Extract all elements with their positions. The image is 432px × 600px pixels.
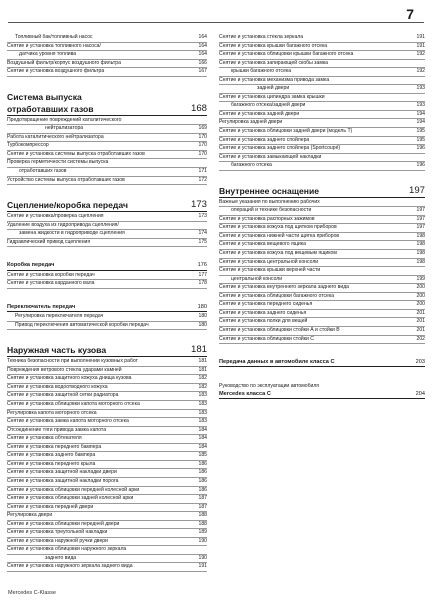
toc-entry-title: Устройство системы выпуска отработавших газов — [7, 176, 125, 183]
toc-page-number: 192 — [416, 51, 425, 58]
toc-page-number: 197 — [408, 184, 425, 196]
section-spacer — [7, 289, 207, 304]
toc-entry-title: Проверка герметичности системы выпуска — [7, 159, 109, 166]
toc-entry — [219, 102, 425, 111]
toc-entry-title: багажного отсека — [231, 162, 272, 169]
toc-entry-title: Снятие и установка центральной консоли — [219, 258, 319, 265]
toc-page-number: 202 — [416, 335, 425, 342]
toc-section-heading — [7, 200, 207, 212]
toc-entry — [7, 401, 207, 410]
section-spacer — [7, 185, 207, 200]
toc-page-number: 186 — [198, 460, 207, 467]
toc-entry-title: Снятие и установка системы выпуска отработавших газов — [7, 150, 145, 157]
toc-entry — [219, 327, 425, 336]
toc-entry — [219, 34, 425, 43]
toc-entry-title: Снятие и установка кожуха под вещевым ящиком — [219, 250, 337, 257]
toc-entry — [219, 310, 425, 319]
toc-entry-title: Регулировка капота моторного отсека — [7, 409, 97, 416]
toc-page-number: 188 — [198, 520, 207, 527]
section-spacer — [7, 247, 207, 262]
toc-entry-title: Руководство по эксплуатации автомобиля — [219, 383, 320, 390]
toc-page-number: 200 — [416, 301, 425, 308]
section-spacer — [7, 77, 207, 92]
toc-entry-title: Снятие и установка задней двери — [219, 110, 300, 117]
toc-page-number: 177 — [198, 271, 207, 278]
toc-entry-title: замена жидкости в гидроприводе сцепления — [19, 230, 125, 237]
toc-entry-title: нейтрализатора — [45, 125, 84, 132]
toc-page-number: 200 — [416, 292, 425, 299]
toc-entry-title: операций и технике безопасности — [231, 207, 312, 214]
toc-entry-title: Снятие и установка карданного вала — [7, 280, 95, 287]
toc-page-number: 170 — [198, 150, 207, 157]
toc-page-number: 197 — [416, 207, 425, 214]
toc-entry-title: Снятие и установка переднего крыла — [7, 460, 96, 467]
toc-page-number: 180 — [197, 303, 207, 310]
toc-entry-title: Снятие и установка облицовки задней двери (модель T) — [219, 128, 353, 135]
toc-entry — [7, 546, 207, 555]
toc-entry-title: Передача данных в автомобиле класса C — [219, 359, 335, 366]
toc-entry-title: Снятие и установка коробки передач — [7, 271, 95, 278]
toc-page-number: 197 — [416, 224, 425, 231]
toc-entry-title: Система выпуска — [7, 91, 82, 102]
toc-entry-title: Снятие и установка обтекателя — [7, 435, 82, 442]
toc-page-number: 198 — [416, 258, 425, 265]
toc-entry — [7, 51, 207, 60]
toc-entry-title: Удаление воздуха из гидропривода сцепления/ — [7, 221, 119, 228]
toc-entry-title: Снятие и установка защитной накладки порога — [7, 477, 119, 484]
toc-entry-title: Снятие и установка замыкающей накладки — [219, 153, 322, 160]
toc-entry — [219, 216, 425, 225]
toc-page-number: 173 — [198, 213, 207, 220]
toc-section-heading — [7, 345, 207, 357]
toc-entry — [219, 199, 425, 208]
toc-entry-title: отработавших газов — [19, 168, 67, 175]
section-spacer — [219, 368, 425, 383]
toc-right-column — [219, 34, 425, 400]
toc-entry — [219, 284, 425, 293]
toc-entry — [7, 563, 207, 572]
toc-section-heading — [7, 92, 207, 103]
toc-entry-title: Снятие и установка вещевого ящика — [219, 241, 306, 248]
toc-entry — [7, 452, 207, 461]
toc-left-column — [7, 34, 207, 572]
toc-page-number: 194 — [416, 110, 425, 117]
toc-entry — [7, 168, 207, 177]
toc-page-number: 196 — [416, 145, 425, 152]
toc-entry-title: Снятие и установка защитной накладки двери — [7, 469, 117, 476]
toc-entry — [219, 154, 425, 163]
toc-entry — [7, 125, 207, 134]
toc-entry — [7, 392, 207, 401]
toc-page-number: 187 — [198, 495, 207, 502]
toc-entry — [7, 478, 207, 487]
toc-entry — [7, 444, 207, 453]
toc-page-number: 175 — [198, 238, 207, 245]
toc-subsection-heading — [219, 391, 425, 399]
toc-entry — [219, 383, 425, 391]
toc-entry — [219, 276, 425, 285]
toc-entry — [7, 367, 207, 376]
toc-entry — [219, 128, 425, 137]
toc-entry — [219, 318, 425, 327]
toc-entry-title: Снятие и установка полки для вещей — [219, 318, 308, 325]
toc-entry-title: Снятие и установка воздушного фильтра — [7, 68, 105, 75]
section-spacer — [219, 344, 425, 359]
toc-entry-title: багажного отсека/задней двери — [231, 102, 306, 109]
toc-page-number: 181 — [190, 344, 207, 356]
toc-entry-title: Регулировка переключателя передач — [15, 313, 104, 320]
toc-entry-title: Воздушный фильтр/корпус воздушного фильтра — [7, 59, 121, 66]
toc-entry-title: Снятие и установка облицовки крышки багажного отсека — [219, 51, 354, 58]
toc-entry — [7, 272, 207, 281]
toc-page-number: 193 — [416, 85, 425, 92]
toc-entry-title: Важные указания по выполнению рабочих — [219, 198, 320, 205]
toc-section-heading — [7, 104, 207, 116]
toc-entry — [7, 159, 207, 168]
toc-page-number: 184 — [198, 426, 207, 433]
toc-page-number: 191 — [416, 34, 425, 40]
toc-page-number: 167 — [198, 68, 207, 75]
toc-entry — [219, 259, 425, 268]
toc-entry — [219, 51, 425, 60]
toc-entry — [219, 267, 425, 276]
toc-entry — [7, 418, 207, 427]
page-number: 7 — [406, 6, 414, 22]
toc-entry-title: Снятие и установка облицовки передней двери — [7, 520, 120, 527]
toc-entry — [219, 207, 425, 216]
toc-page-number: 184 — [198, 435, 207, 442]
toc-entry-title: Снятие и установка облицовки стойки С — [219, 335, 314, 342]
toc-entry-title: датчика уровня топлива — [19, 51, 77, 58]
toc-page-number: 194 — [416, 119, 425, 126]
toc-page-number: 196 — [416, 162, 425, 169]
toc-entry-title: Снятие и установка заднего бампера — [7, 452, 96, 459]
toc-entry-title: Снятие и установка наружного зеркала заднего вида — [7, 563, 133, 570]
toc-page-number: 191 — [416, 42, 425, 49]
toc-entry — [7, 68, 207, 77]
toc-page-number: 173 — [190, 199, 207, 211]
toc-entry — [219, 85, 425, 94]
toc-page-number: 183 — [198, 401, 207, 408]
toc-entry-title: Предотвращение повреждений каталитического — [7, 116, 122, 123]
toc-entry — [7, 521, 207, 530]
section-spacer — [7, 330, 207, 345]
toc-page-number: 183 — [198, 409, 207, 416]
toc-subsection-heading — [219, 359, 425, 367]
toc-entry-title: Снятие и установка облицовки стойки А и стойки В — [219, 326, 340, 333]
toc-entry — [219, 301, 425, 310]
toc-page-number: 189 — [198, 529, 207, 536]
toc-entry — [7, 358, 207, 367]
toc-entry — [7, 529, 207, 538]
toc-section-heading — [219, 186, 425, 198]
toc-entry — [219, 77, 425, 86]
toc-entry — [7, 222, 207, 231]
toc-entry — [219, 137, 425, 146]
toc-entry — [219, 224, 425, 233]
toc-entry-title: Переключатель передач — [7, 303, 76, 310]
toc-page-number: 172 — [198, 176, 207, 183]
toc-entry-title: крышки багажного отсека — [231, 68, 292, 75]
toc-entry-title: Топливный бак/топливный насос — [15, 34, 93, 40]
toc-entry-title: Снятие и установка заднего спойлера — [219, 136, 310, 143]
toc-page-number: 198 — [416, 241, 425, 248]
toc-entry-title: Внутреннее оснащение — [219, 185, 320, 196]
toc-entry — [7, 313, 207, 322]
toc-entry — [7, 34, 207, 43]
toc-entry-title: Снятие и установка заднего спойлера (Sportcoupé) — [219, 145, 341, 152]
toc-entry — [7, 461, 207, 470]
toc-page-number: 186 — [198, 486, 207, 493]
toc-page-number: 171 — [198, 168, 207, 175]
toc-entry-title: Снятие и установка кожуха под щитком приборов — [219, 224, 337, 231]
toc-entry-title: заднего вида — [45, 554, 77, 561]
toc-page-number: 192 — [416, 68, 425, 75]
toc-subsection-heading — [7, 262, 207, 270]
toc-entry — [7, 239, 207, 248]
toc-entry — [219, 119, 425, 128]
toc-entry-title: отработавших газов — [7, 103, 94, 114]
toc-entry — [219, 111, 425, 120]
toc-entry-title: Снятие и установка топливного насоса/ — [7, 42, 101, 49]
toc-page-number: 185 — [198, 452, 207, 459]
toc-entry-title: Снятие и установка цилиндра замка крышки — [219, 93, 325, 100]
toc-entry-title: Снятие и установка облицовки задней колесной арки — [7, 495, 134, 502]
toc-entry-title: Снятие и установка внутреннего зеркала заднего вида — [219, 284, 350, 291]
toc-page-number: 181 — [198, 358, 207, 365]
toc-entry — [7, 555, 207, 564]
toc-page-number: 198 — [416, 232, 425, 239]
toc-entry-title: Коробка передач — [7, 262, 55, 269]
toc-page-number: 191 — [198, 563, 207, 570]
toc-entry-title: Снятие и установка передней двери — [7, 503, 94, 510]
toc-page-number: 188 — [198, 512, 207, 519]
footer-title: Mercedes C-Klasse — [8, 590, 56, 596]
toc-page-number: 170 — [198, 133, 207, 140]
toc-entry-title: центральной консоли — [231, 275, 283, 282]
toc-entry — [7, 410, 207, 419]
toc-entry — [7, 213, 207, 222]
toc-entry — [7, 280, 207, 289]
toc-page-number: 182 — [198, 375, 207, 382]
toc-entry-title: Снятие и установка водоотводного кожуха — [7, 383, 108, 390]
toc-entry — [7, 538, 207, 547]
toc-entry — [7, 151, 207, 160]
toc-page-number: 204 — [415, 391, 425, 397]
toc-subsection-heading — [7, 304, 207, 312]
toc-entry — [7, 384, 207, 393]
toc-entry — [219, 293, 425, 302]
toc-page-number: 184 — [198, 443, 207, 450]
toc-entry — [219, 60, 425, 69]
toc-entry — [7, 177, 207, 186]
toc-entry — [219, 162, 425, 171]
toc-entry-title: Снятие и установка переднего бампера — [7, 443, 102, 450]
toc-page-number: 170 — [198, 142, 207, 149]
header-rule — [8, 22, 424, 23]
toc-page-number: 190 — [198, 537, 207, 544]
toc-entry — [219, 336, 425, 345]
toc-page-number: 164 — [198, 34, 207, 40]
toc-entry — [7, 322, 207, 331]
toc-entry — [219, 233, 425, 242]
toc-page-number: 180 — [198, 321, 207, 328]
toc-entry-title: Снятие и установка запирающей скобы замка — [219, 59, 329, 66]
toc-page-number: 164 — [198, 42, 207, 49]
toc-page-number: 199 — [416, 275, 425, 282]
toc-entry — [7, 134, 207, 143]
toc-entry-title: Снятие и установка крышки верхней части — [219, 267, 321, 274]
toc-entry — [7, 230, 207, 239]
toc-entry — [219, 241, 425, 250]
toc-entry-title: задней двери — [257, 85, 290, 92]
toc-entry-title: Снятие и установка замка капота моторного отсека — [7, 418, 129, 425]
toc-entry-title: Техника безопасности при выполнении кузовных работ — [7, 358, 138, 365]
toc-entry — [7, 487, 207, 496]
toc-page-number: 201 — [416, 326, 425, 333]
toc-entry-title: Турбокомпрессор — [7, 142, 49, 149]
toc-entry — [7, 117, 207, 126]
toc-page-number: 178 — [198, 280, 207, 287]
toc-entry-title: Снятие и установка/проверка сцепления — [7, 213, 104, 220]
toc-entry-title: Снятие и установка крышки багажного отсека — [219, 42, 328, 49]
toc-entry — [7, 375, 207, 384]
toc-entry — [219, 68, 425, 77]
toc-page-number: 166 — [198, 59, 207, 66]
toc-page-number: 183 — [198, 418, 207, 425]
toc-page-number: 203 — [415, 359, 425, 366]
toc-page-number: 190 — [198, 554, 207, 561]
toc-entry-title: Отсоединение тяги привода замка капота — [7, 426, 107, 433]
toc-page-number: 198 — [416, 250, 425, 257]
toc-page-number: 187 — [198, 503, 207, 510]
toc-entry — [7, 495, 207, 504]
toc-entry-title: Снятие и установка нижней части щитка приборов — [219, 232, 340, 239]
toc-page-number: 193 — [416, 102, 425, 109]
toc-entry-title: Снятие и установка облицовки капота моторного отсека — [7, 401, 140, 408]
section-spacer — [219, 171, 425, 186]
toc-page-number: 168 — [190, 102, 207, 114]
toc-page-number: 164 — [198, 51, 207, 58]
toc-entry — [219, 145, 425, 154]
toc-entry-title: Регулировка задней двери — [219, 119, 283, 126]
toc-entry — [219, 94, 425, 103]
toc-entry-title: Снятие и установка заднего сиденья — [219, 309, 307, 316]
toc-entry — [219, 43, 425, 52]
toc-entry — [7, 512, 207, 521]
toc-entry — [7, 435, 207, 444]
toc-page-number: 183 — [198, 392, 207, 399]
toc-page-number: 181 — [198, 366, 207, 373]
toc-entry-title: Гидравлический привод сцепления — [7, 238, 91, 245]
toc-entry-title: Снятие и установка треугольной накладки — [7, 529, 108, 536]
toc-page-number: 195 — [416, 136, 425, 143]
toc-page-number: 201 — [416, 318, 425, 325]
toc-page-number: 182 — [198, 383, 207, 390]
toc-entry-title: Работа каталитического нейтрализатора — [7, 133, 104, 140]
toc-entry-title: Регулировка двери — [7, 512, 53, 519]
toc-entry-title: Снятие и установка защитной сетки радиатора — [7, 392, 119, 399]
toc-page-number: 176 — [197, 262, 207, 269]
toc-entry — [7, 142, 207, 151]
toc-page-number: 186 — [198, 477, 207, 484]
toc-entry — [7, 43, 207, 52]
toc-page-number: 201 — [416, 309, 425, 316]
toc-entry — [7, 469, 207, 478]
toc-page-number: 174 — [198, 230, 207, 237]
toc-entry — [7, 60, 207, 69]
toc-entry-title: Снятие и установка защитного кожуха днища кузова — [7, 375, 132, 382]
toc-page-number: 197 — [416, 215, 425, 222]
toc-entry-title: Снятие и установка облицовки наружного зеркала — [7, 546, 127, 553]
toc-entry-title: Сцепление/коробка передач — [7, 200, 128, 211]
toc-entry-title: Повреждения ветрового стекла ударами камней — [7, 366, 122, 373]
toc-entry — [7, 504, 207, 513]
toc-entry — [7, 427, 207, 436]
toc-page-number: 180 — [198, 313, 207, 320]
toc-entry-title: Снятие и установка переднего сиденья — [219, 301, 313, 308]
toc-entry-title: Снятие и установка облицовки багажного отсека — [219, 292, 335, 299]
toc-page-number: 200 — [416, 284, 425, 291]
toc-entry-title: Снятие и установка стекла зеркала — [219, 34, 304, 40]
toc-entry-title: Снятие и установка механизма привода замка — [219, 76, 330, 83]
toc-entry-title: Снятие и установка наружной ручки двери — [7, 537, 108, 544]
toc-entry-title: Снятие и установка облицовки передней колесной арки — [7, 486, 140, 493]
toc-entry-title: Mercedes класса C — [219, 391, 271, 397]
toc-entry-title: Снятие и установка распорных зажимов — [219, 215, 315, 222]
toc-page-number: 186 — [198, 469, 207, 476]
toc-entry-title: Наружная часть кузова — [7, 345, 107, 356]
toc-entry — [219, 250, 425, 259]
toc-page-number: 195 — [416, 128, 425, 135]
toc-entry-title: Привод переключения автоматической коробки передач — [15, 321, 149, 328]
toc-page-number: 169 — [198, 125, 207, 132]
